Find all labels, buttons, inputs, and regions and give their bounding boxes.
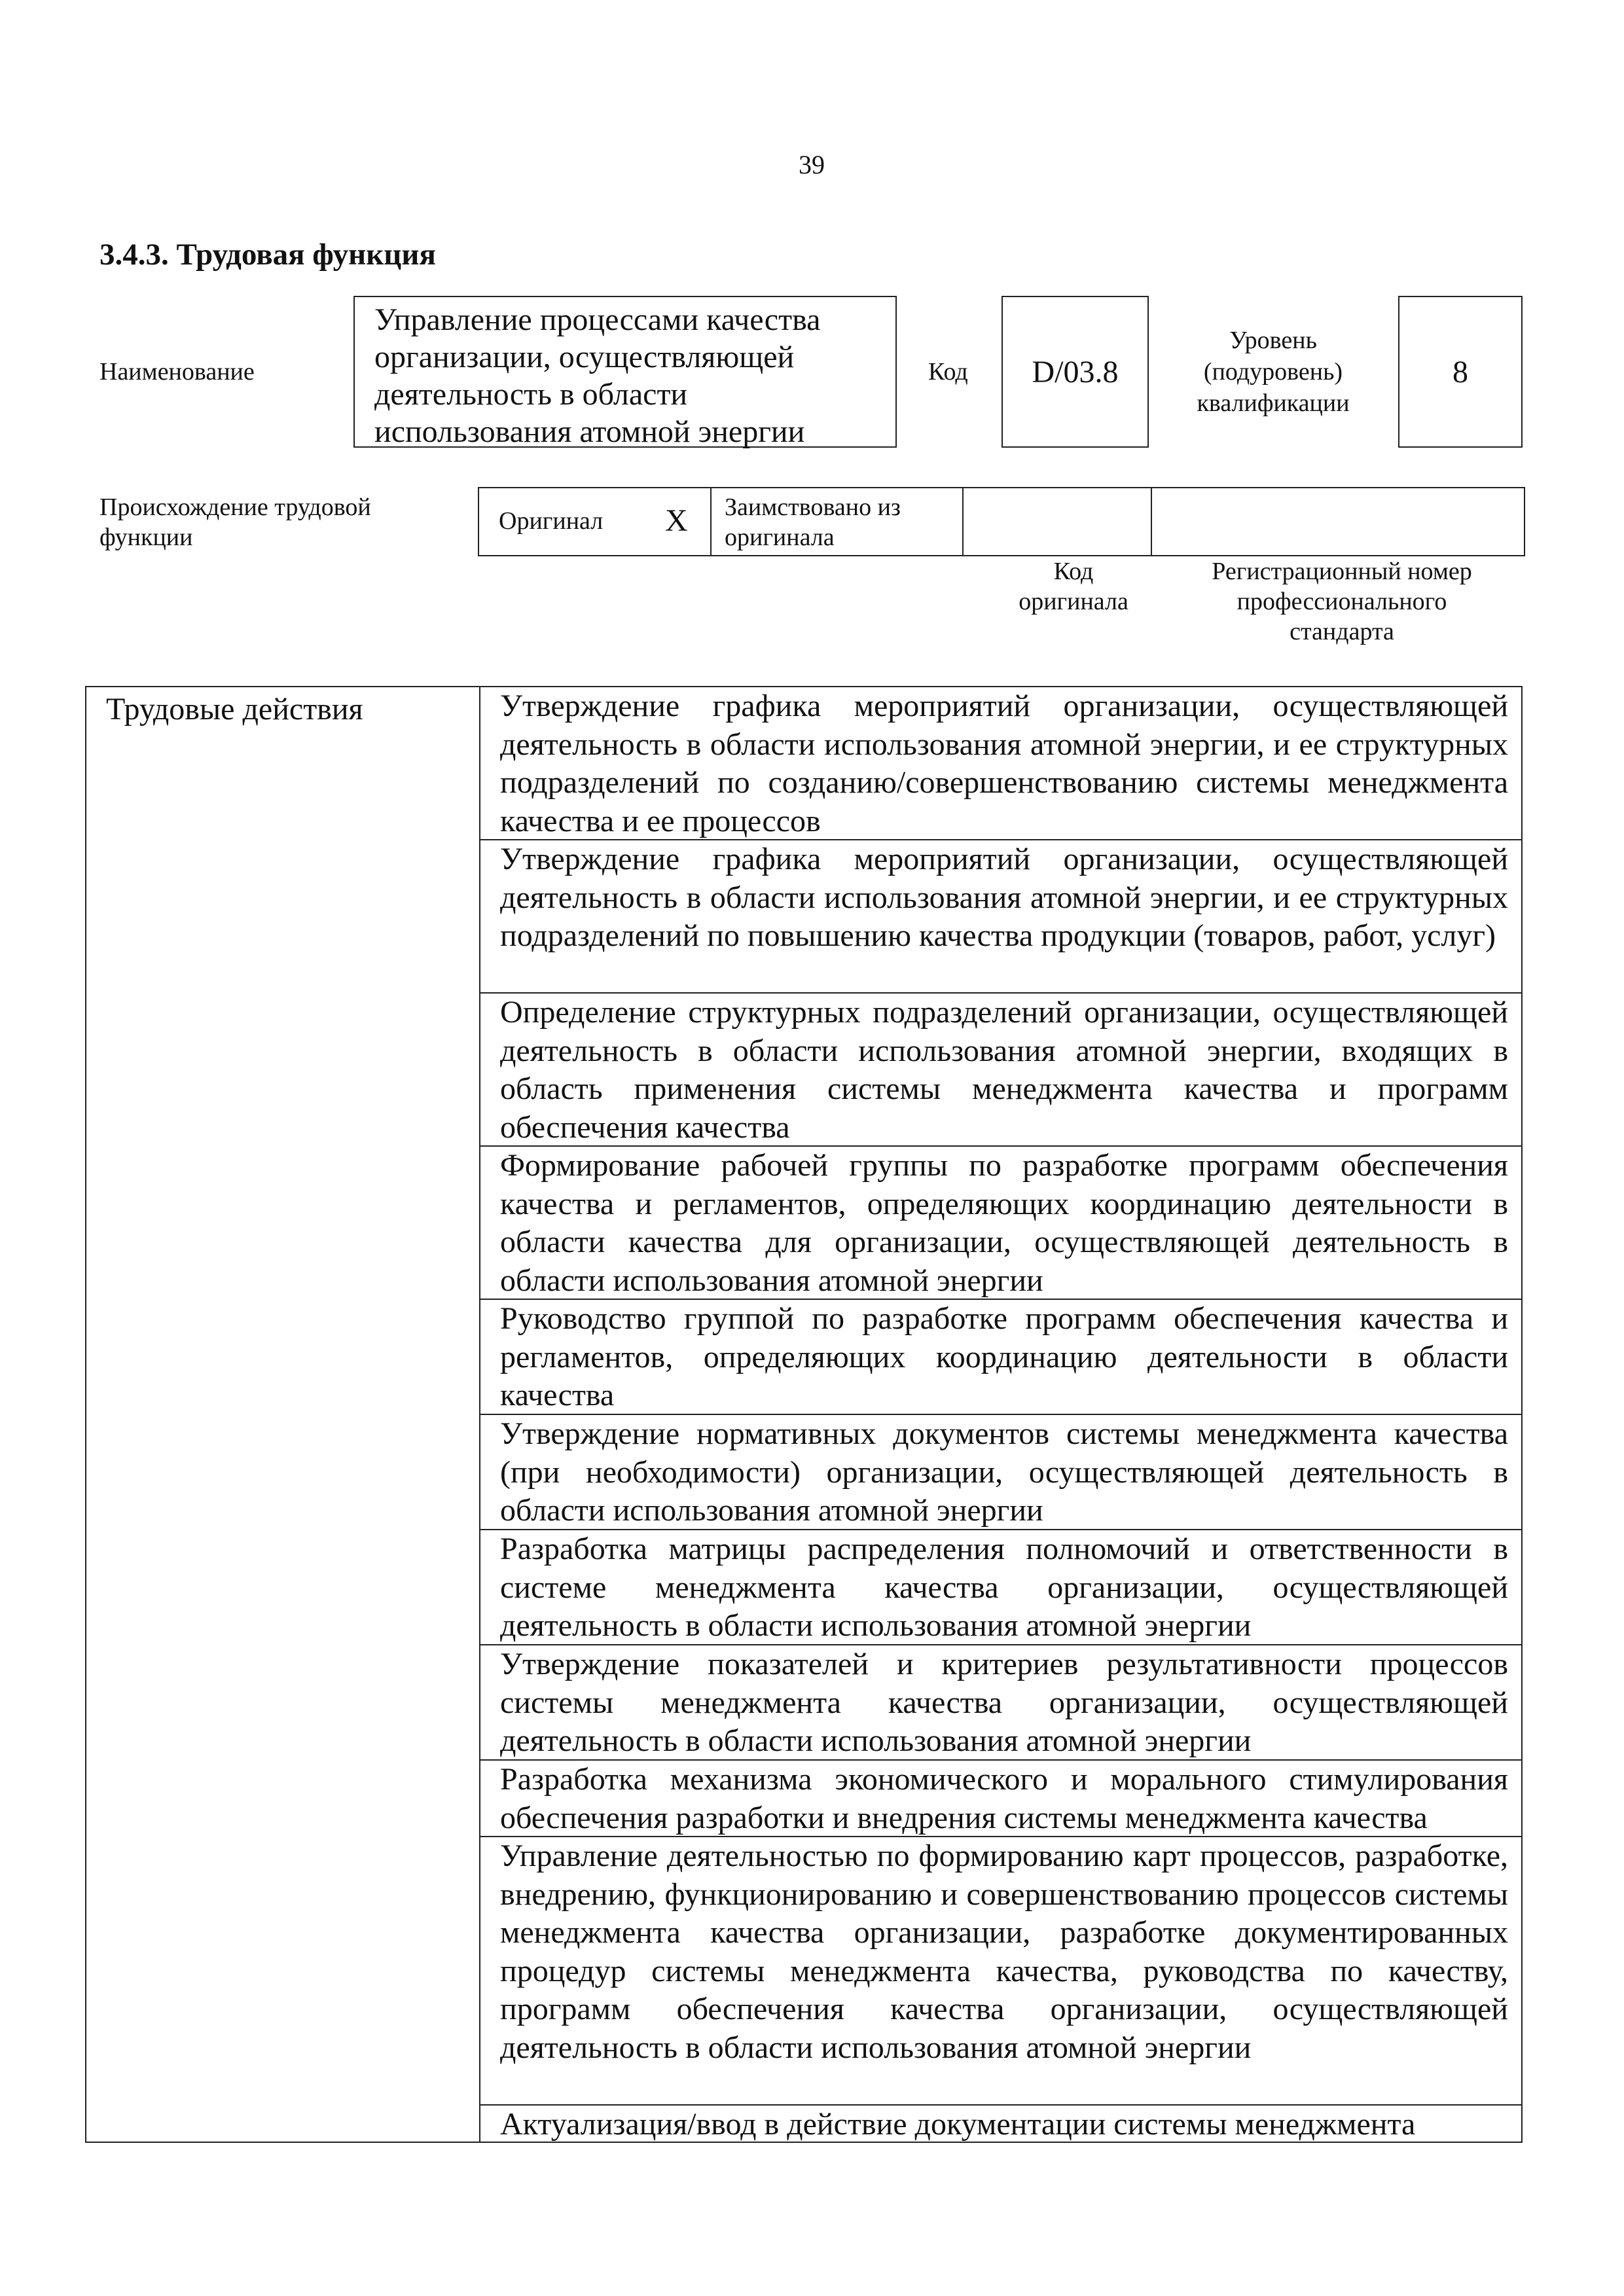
origin-label-line: Происхождение трудовой bbox=[99, 493, 371, 521]
labor-actions-table bbox=[85, 686, 1523, 2143]
registration-number-caption bbox=[1165, 556, 1519, 647]
function-name-line: Управление процессами качества bbox=[374, 302, 821, 337]
original-label: Оригинал bbox=[499, 507, 604, 535]
caption-line: стандарта bbox=[1290, 618, 1394, 645]
labor-action-row: Утверждение графика мероприятий организации, осуществляющей деятельность в области использования атомной энергии, и ее структурных подразделений по повышению качества продукции (товаров, работ, услуг) bbox=[480, 840, 1521, 994]
level-label bbox=[1165, 325, 1381, 419]
labor-actions-header: Трудовые действия bbox=[106, 692, 363, 726]
code-label: Код bbox=[928, 358, 968, 386]
original-cell bbox=[479, 488, 712, 555]
level-label-line: (подуровень) bbox=[1203, 358, 1343, 386]
labor-action-row: Руководство группой по разработке программ обеспечения качества и регламентов, определяющих координацию деятельности в области качества bbox=[480, 1300, 1521, 1415]
original-code-caption bbox=[1008, 556, 1139, 617]
labor-action-row: Управление деятельностью по формированию карт процессов, разработке, внедрению, функционированию и совершенствованию процессов системы менеджмента качества организации, разработке документированных процедур системы менеджмента качества, руководства по качеству, программ обеспечения качества организации, осуществляющей деятельность в области использования атомной энергии bbox=[480, 1837, 1521, 2106]
level-label-line: Уровень bbox=[1229, 327, 1317, 354]
caption-line: Код bbox=[1053, 558, 1094, 585]
function-name-line: деятельность в области bbox=[374, 377, 688, 412]
caption-line: профессионального bbox=[1236, 588, 1447, 615]
caption-line: Регистрационный номер bbox=[1212, 558, 1472, 585]
function-name-line: организации, осуществляющей bbox=[374, 340, 795, 374]
origin-label bbox=[99, 492, 440, 552]
level-value: 8 bbox=[1453, 354, 1468, 389]
borrowed-label-line: оригинала bbox=[725, 524, 835, 551]
labor-action-row: Формирование рабочей группы по разработке программ обеспечения качества и регламентов, определяющих координацию деятельности в области качества для организации, осуществляющей деятельность в области использования атомной энергии bbox=[480, 1147, 1521, 1300]
caption-line: оригинала bbox=[1019, 588, 1128, 615]
registration-number-cell bbox=[1152, 488, 1524, 555]
code-box bbox=[1001, 296, 1149, 448]
labor-action-row: Разработка матрицы распределения полномочий и ответственности в системе менеджмента качества организации, осуществляющей деятельность в области использования атомной энергии bbox=[480, 1530, 1521, 1645]
level-label-line: квалификации bbox=[1197, 389, 1350, 417]
name-label: Наименование bbox=[99, 358, 255, 386]
labor-action-row: Утверждение показателей и критериев результативности процессов системы менеджмента качества организации, осуществляющей деятельность в области использования атомной энергии bbox=[480, 1645, 1521, 1761]
borrowed-cell bbox=[712, 488, 964, 555]
level-box bbox=[1398, 296, 1523, 448]
labor-action-row: Разработка механизма экономического и морального стимулирования обеспечения разработки и внедрения системы менеджмента качества bbox=[480, 1761, 1521, 1837]
labor-action-row: Определение структурных подразделений организации, осуществляющей деятельность в области использования атомной энергии, входящих в область применения системы менеджмента качества и программ обеспечения качества bbox=[480, 994, 1521, 1147]
borrowed-label-line: Заимствовано из bbox=[725, 493, 901, 521]
section-title: 3.4.3. Трудовая функция bbox=[99, 238, 436, 272]
origin-row bbox=[478, 487, 1525, 556]
page-number: 39 bbox=[799, 150, 825, 179]
actions-column bbox=[480, 687, 1521, 2144]
labor-action-row: Утверждение нормативных документов системы менеджмента качества (при необходимости) организации, осуществляющей деятельность в области использования атомной энергии bbox=[480, 1415, 1521, 1530]
function-name-line: использования атомной энергии bbox=[374, 414, 805, 449]
origin-label-line: функции bbox=[99, 524, 193, 551]
labor-action-row: Актуализация/ввод в действие документации системы менеджмента bbox=[500, 2107, 1416, 2142]
original-code-cell bbox=[964, 488, 1152, 555]
original-mark: X bbox=[665, 503, 688, 538]
code-value: D/03.8 bbox=[1032, 354, 1119, 389]
labor-action-row: Утверждение графика мероприятий организации, осуществляющей деятельность в области использования атомной энергии, и ее структурных подразделений по созданию/совершенствованию системы менеджмента качества и ее процессов bbox=[480, 687, 1521, 840]
function-name-box bbox=[353, 296, 897, 448]
